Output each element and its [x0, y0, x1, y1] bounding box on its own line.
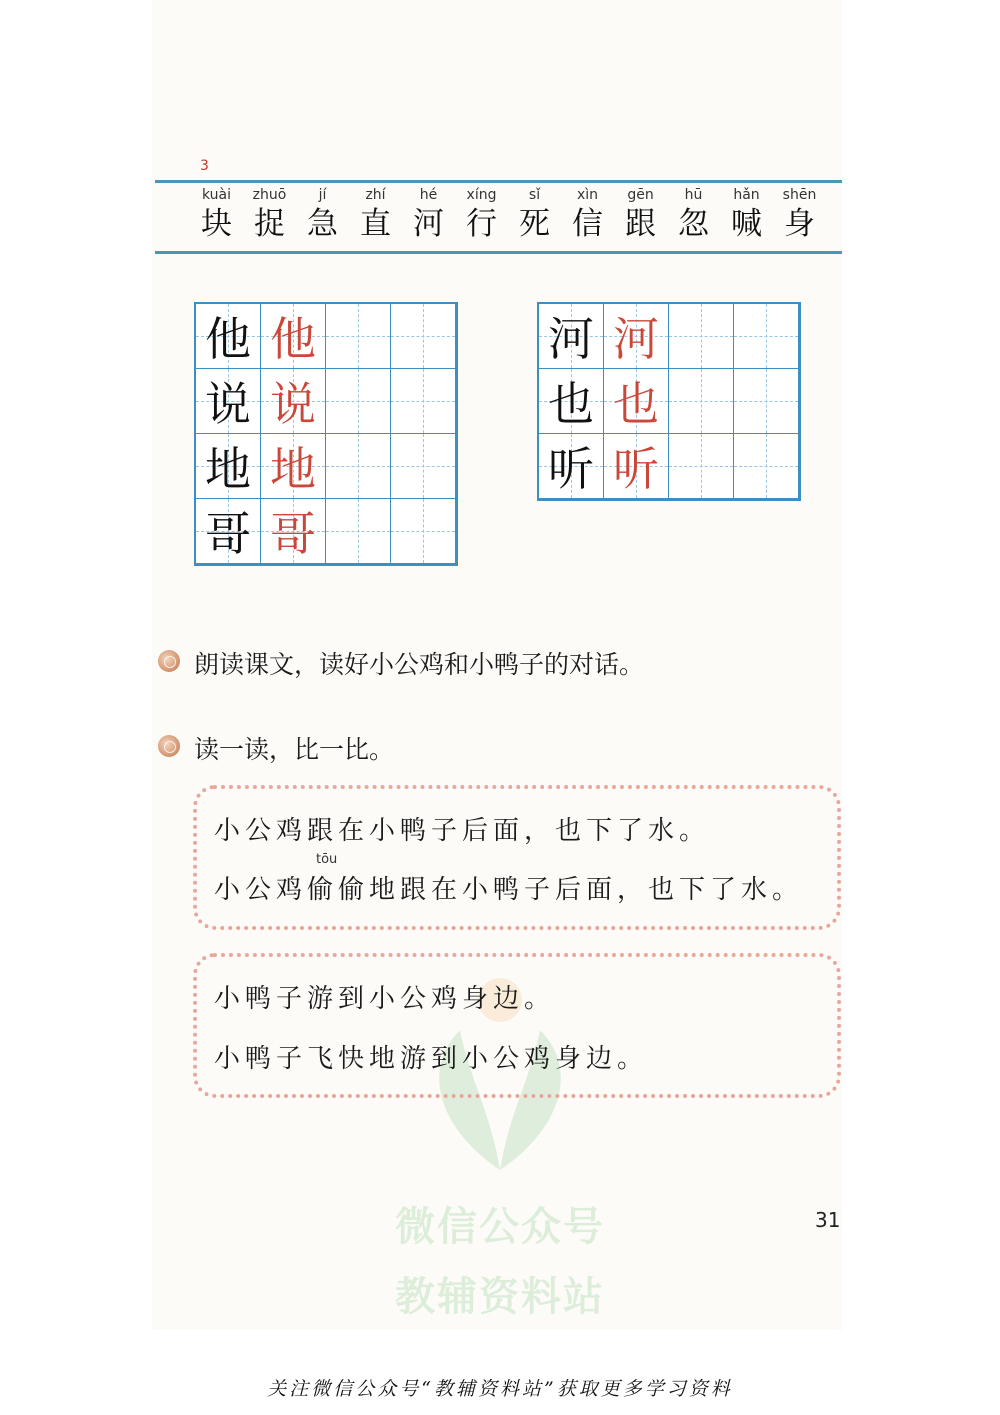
traced-char: 地: [270, 442, 316, 496]
practice-cell[interactable]: [391, 369, 456, 434]
practice-cell[interactable]: [391, 434, 456, 499]
vocab-pinyin: hǎn: [733, 187, 760, 203]
page-number: 31: [815, 1208, 841, 1232]
vocab-pinyin: kuài: [201, 187, 232, 203]
compare-1-sentence-2: 小公鸡偷偷地跟在小鸭子后面，也下了水。: [214, 875, 804, 905]
traced-char: 他: [270, 312, 316, 366]
practice-cell[interactable]: [734, 369, 799, 434]
traced-char: 说: [270, 377, 316, 431]
compare-2-sentence-1: 小鸭子游到小公鸡身边。: [214, 984, 556, 1014]
vocab-item: [402, 186, 455, 244]
vocab-char: 直: [360, 206, 391, 242]
vocab-pinyin: xíng: [466, 187, 497, 203]
traced-char: 听: [613, 442, 659, 496]
vocab-pinyin: zhí: [365, 187, 386, 203]
practice-cell[interactable]: [326, 304, 391, 369]
vocab-pinyin: hé: [419, 187, 438, 203]
vocab-item: [349, 186, 402, 244]
vocab-item: [667, 186, 720, 244]
model-char: 地: [205, 442, 251, 496]
vocab-pinyin: jí: [318, 187, 327, 203]
vocab-item: [561, 186, 614, 244]
watermark-line-1: 微信公众号: [395, 1204, 605, 1250]
vocab-char: 块: [201, 206, 232, 242]
traced-char-cell: [604, 304, 669, 369]
vocab-pinyin: zhuō: [252, 187, 287, 203]
vocab-char: 跟: [625, 206, 656, 242]
practice-cell[interactable]: [391, 499, 456, 564]
model-char: 说: [205, 377, 251, 431]
practice-cell[interactable]: [669, 369, 734, 434]
vocab-char: 行: [466, 206, 497, 242]
exercise-bullet-icon: [158, 735, 180, 757]
footer-note: 关注微信公众号“教辅资料站”获取更多学习资料: [267, 1378, 733, 1400]
compare-box-2: [193, 953, 841, 1098]
pinyin-annotation: tōu: [316, 852, 338, 867]
practice-cell[interactable]: [734, 304, 799, 369]
model-char-cell: [539, 434, 604, 499]
vocab-item: [296, 186, 349, 244]
compare-1-sentence-1: 小公鸡跟在小鸭子后面，也下了水。: [214, 816, 711, 846]
vocab-item: [508, 186, 561, 244]
vocab-item: [455, 186, 508, 244]
vocab-char: 急: [307, 206, 338, 242]
practice-cell[interactable]: [669, 434, 734, 499]
vocab-char: 忽: [678, 206, 709, 242]
traced-char: 哥: [270, 507, 316, 561]
vocab-char: 喊: [731, 206, 762, 242]
practice-cell[interactable]: [391, 304, 456, 369]
traced-char-cell: [261, 499, 326, 564]
traced-char-cell: [261, 369, 326, 434]
vocab-pinyin: shēn: [782, 187, 817, 203]
practice-cell[interactable]: [669, 304, 734, 369]
band-bottom-line: [155, 251, 842, 254]
practice-cell[interactable]: [734, 434, 799, 499]
vocab-item: [773, 186, 826, 244]
watermark-line-2: 教辅资料站: [395, 1274, 605, 1320]
traced-char: 也: [613, 377, 659, 431]
traced-char-cell: [604, 434, 669, 499]
traced-char-cell: [261, 434, 326, 499]
writing-grid-right: [537, 302, 801, 501]
writing-grid-left: [194, 302, 458, 566]
model-char: 他: [205, 312, 251, 366]
vocab-pinyin: sǐ: [528, 187, 541, 203]
compare-2-sentence-2: 小鸭子飞快地游到小公鸡身边。: [214, 1044, 649, 1074]
traced-char-cell: [261, 304, 326, 369]
vocab-char: 死: [519, 206, 550, 242]
traced-char: 河: [613, 312, 659, 366]
lesson-number: 3: [200, 158, 209, 174]
vocab-char: 河: [413, 206, 444, 242]
traced-char-cell: [604, 369, 669, 434]
vocab-pinyin: gēn: [627, 187, 654, 203]
model-char-cell: [196, 434, 261, 499]
vocab-pinyin: xìn: [576, 187, 599, 203]
model-char: 河: [548, 312, 594, 366]
exercise-read-aloud: 朗读课文，读好小公鸡和小鸭子的对话。: [194, 650, 645, 679]
vocab-item: [190, 186, 243, 244]
model-char-cell: [196, 304, 261, 369]
exercise-compare: 读一读，比一比。: [194, 735, 395, 764]
vocab-char: 身: [784, 206, 815, 242]
vocab-item: [243, 186, 296, 244]
band-top-line: [155, 180, 842, 183]
exercise-bullet-icon: [158, 650, 180, 672]
vocab-row: [190, 186, 826, 244]
vocab-char: 信: [572, 206, 603, 242]
model-char-cell: [196, 499, 261, 564]
vocab-pinyin: hū: [684, 187, 703, 203]
practice-cell[interactable]: [326, 499, 391, 564]
compare-box-1: [193, 785, 841, 930]
model-char-cell: [539, 369, 604, 434]
practice-cell[interactable]: [326, 434, 391, 499]
model-char: 也: [548, 377, 594, 431]
vocab-item: [720, 186, 773, 244]
model-char: 听: [548, 442, 594, 496]
vocab-char: 捉: [254, 206, 285, 242]
vocab-item: [614, 186, 667, 244]
practice-cell[interactable]: [326, 369, 391, 434]
model-char-cell: [196, 369, 261, 434]
model-char-cell: [539, 304, 604, 369]
model-char: 哥: [205, 507, 251, 561]
